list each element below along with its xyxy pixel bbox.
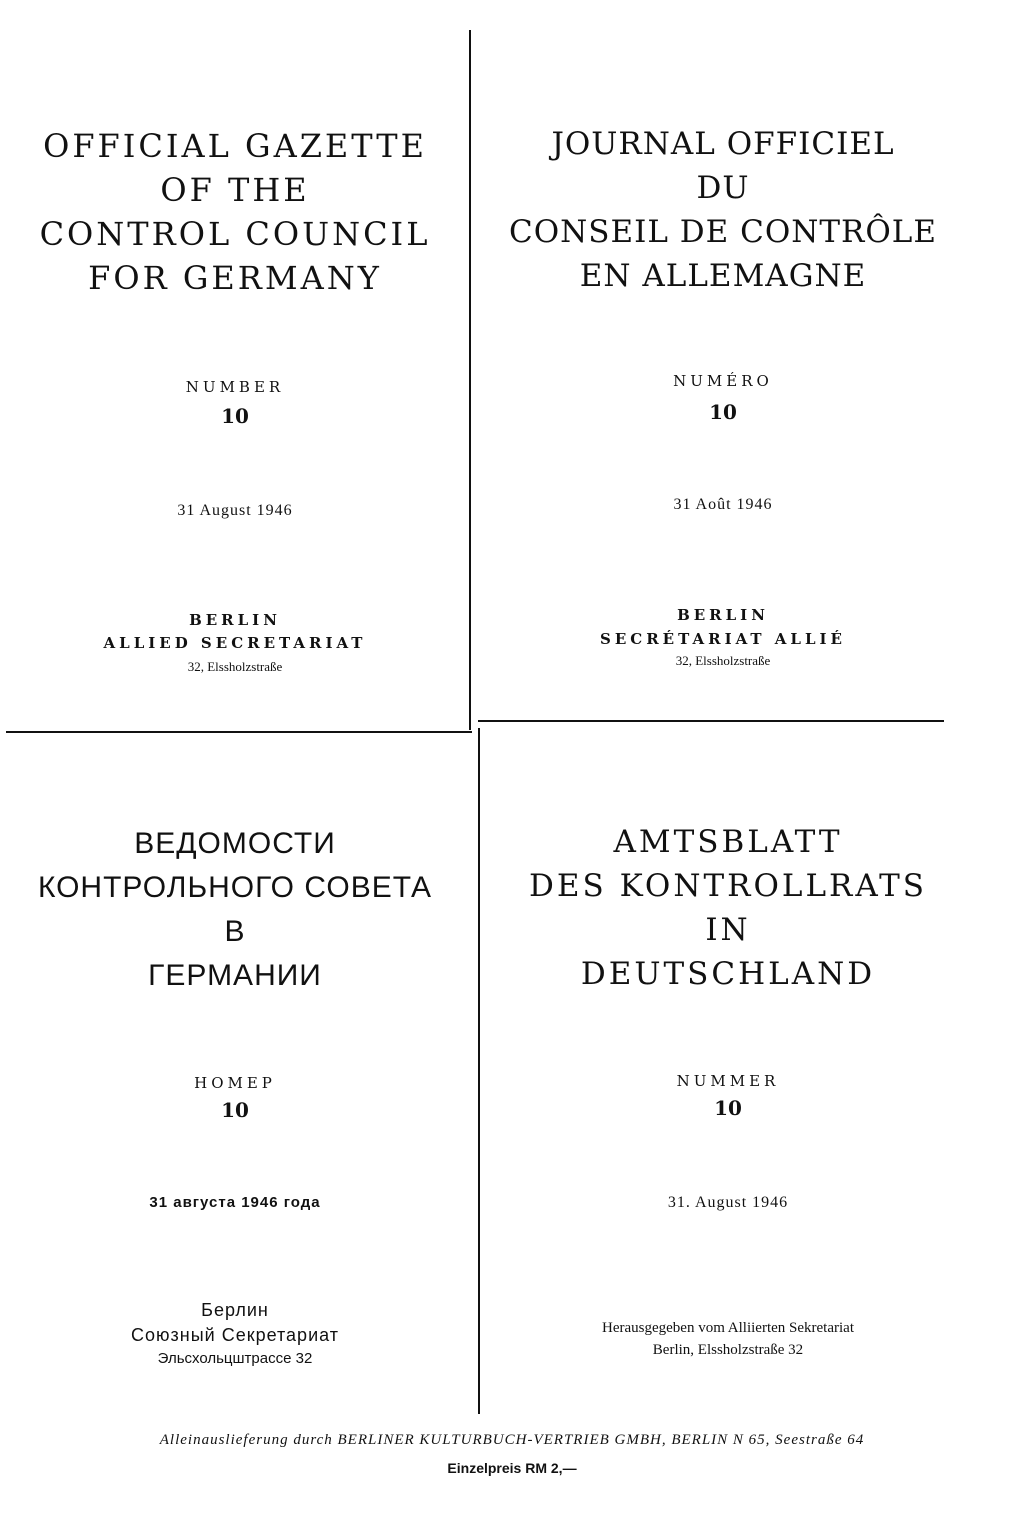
german-section xyxy=(478,728,978,1418)
english-address: 32, Elssholzstraße xyxy=(187,659,283,674)
english-title xyxy=(0,124,470,300)
german-publisher: Herausgegeben vom Alliierten Sekretariat xyxy=(602,1320,854,1336)
russian-title-line: ГЕРМАНИИ xyxy=(148,959,322,992)
distribution-note: Alleinauslieferung durch BERLINER KULTURBUCH-VERTRIEB GMBH, BERLIN N 65, Seestraße 64 xyxy=(159,1432,865,1448)
french-city: BERLIN xyxy=(677,606,769,624)
russian-section xyxy=(0,736,470,1426)
russian-title-line: ВЕДОМОСТИ xyxy=(134,827,336,860)
russian-title xyxy=(0,822,470,998)
french-title-line: EN ALLEMAGNE xyxy=(579,258,867,294)
russian-date: 31 августа 1946 года xyxy=(149,1194,321,1211)
german-number-label: NUMMER xyxy=(676,1072,780,1090)
english-number-label: NUMBER xyxy=(185,378,285,396)
french-title-line: JOURNAL OFFICIEL xyxy=(551,126,895,162)
russian-title-line: В xyxy=(224,915,246,948)
french-address: 32, Elssholzstraße xyxy=(675,653,771,668)
german-title xyxy=(478,820,978,996)
english-title-line: OF THE xyxy=(160,171,310,209)
russian-city: Берлин xyxy=(201,1300,269,1320)
russian-address: Эльсхольцштрассе 32 xyxy=(157,1350,313,1367)
french-title xyxy=(478,122,968,298)
price-note: Einzelpreis RM 2,— xyxy=(447,1460,577,1476)
russian-number-label: НОМЕР xyxy=(194,1074,276,1092)
english-city: BERLIN xyxy=(189,611,281,629)
german-number: 10 xyxy=(714,1096,742,1120)
english-title-line: FOR GERMANY xyxy=(88,259,382,297)
french-number-label: NUMÉRO xyxy=(673,372,773,390)
german-address: Berlin, Elssholzstraße 32 xyxy=(652,1342,804,1358)
horizontal-divider-left xyxy=(6,731,472,733)
english-date: 31 August 1946 xyxy=(177,502,293,519)
english-secretariat: ALLIED SECRETARIAT xyxy=(103,634,367,652)
german-title-line: IN xyxy=(705,912,751,948)
german-title-line: DES KONTROLLRATS xyxy=(529,868,927,904)
french-number: 10 xyxy=(709,400,737,424)
english-number: 10 xyxy=(221,404,249,428)
french-section xyxy=(478,0,968,720)
french-date: 31 Août 1946 xyxy=(673,496,773,513)
french-secretariat: SECRÉTARIAT ALLIÉ xyxy=(600,630,846,648)
german-title-line: DEUTSCHLAND xyxy=(580,956,876,992)
russian-title-line: КОНТРОЛЬНОГО СОВЕТА xyxy=(37,871,433,904)
english-title-line: OFFICIAL GAZETTE xyxy=(43,127,427,165)
french-title-line: CONSEIL DE CONTRÔLE xyxy=(508,214,938,250)
german-title-line: AMTSBLATT xyxy=(613,824,843,860)
french-title-line: DU xyxy=(696,170,750,206)
english-title-line: CONTROL COUNCIL xyxy=(39,215,431,253)
english-section xyxy=(0,0,470,728)
russian-secretariat: Союзный Секретариат xyxy=(131,1325,339,1345)
german-date: 31. August 1946 xyxy=(667,1194,789,1211)
horizontal-divider-right xyxy=(478,720,944,722)
russian-number: 10 xyxy=(221,1098,249,1122)
